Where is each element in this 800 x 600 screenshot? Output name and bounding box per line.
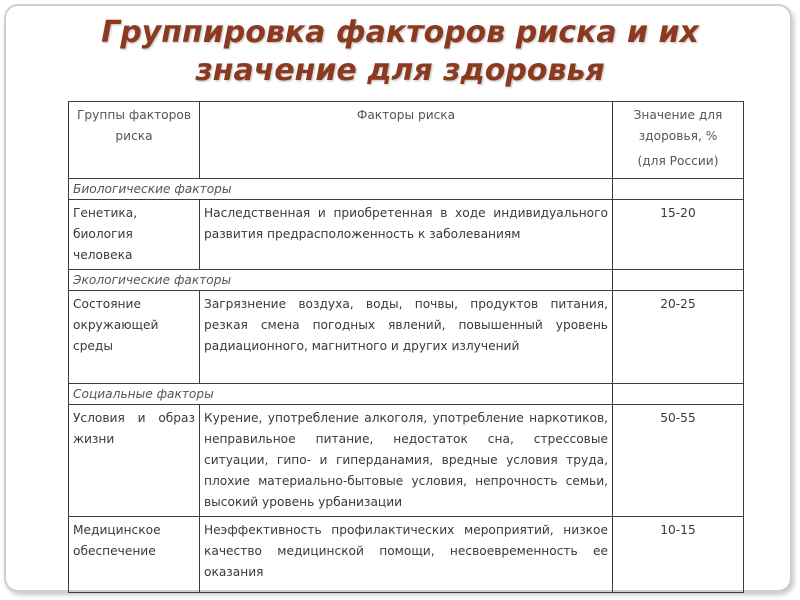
section-row: [69, 270, 744, 291]
factors-cell: Курение, употребление алкоголя, употребление наркотиков, неправильное питание, недостаток сна, стрессовые ситуации, гипо- и гиперданамия, вредные условия труда, плохие материально-бытовые условия, непрочность семьи, высокий уровень урбанизации: [200, 405, 613, 517]
slide-title: [0, 14, 800, 90]
header-value-line-1: Значение для здоровья, %: [633, 108, 723, 143]
header-value-line-2: (для России): [637, 154, 719, 168]
section-empty-cell: [613, 270, 744, 291]
table-row: [69, 405, 744, 517]
value-cell: 15-20: [613, 200, 744, 270]
header-value: [613, 102, 744, 179]
value-cell: 10-15: [613, 517, 744, 593]
title-line-1: Группировка факторов риска и их: [101, 15, 699, 50]
header-groups: Группы факторов риска: [69, 102, 200, 179]
factors-cell: Загрязнение воздуха, воды, почвы, продуктов питания, резкая смена погодных явлений, повышенный уровень радиационного, магнитного и других излучений: [200, 291, 613, 384]
table-row: [69, 200, 744, 270]
section-label: Экологические факторы: [69, 270, 613, 291]
table-header-row: [69, 102, 744, 179]
table-row: [69, 291, 744, 384]
risk-factors-table: [68, 101, 744, 593]
section-empty-cell: [613, 179, 744, 200]
value-cell: 20-25: [613, 291, 744, 384]
section-empty-cell: [613, 384, 744, 405]
group-cell: Медицинское обеспечение: [69, 517, 200, 593]
group-cell: Генетика, биология человека: [69, 200, 200, 270]
header-factors: Факторы риска: [200, 102, 613, 179]
section-row: [69, 384, 744, 405]
group-cell: Состояние окружающей среды: [69, 291, 200, 384]
title-line-2: значение для здоровья: [195, 53, 605, 88]
section-row: [69, 179, 744, 200]
factors-cell: Наследственная и приобретенная в ходе индивидуального развития предрасположенность к заболеваниям: [200, 200, 613, 270]
group-cell: Условия и образ жизни: [69, 405, 200, 517]
section-label: Биологические факторы: [69, 179, 613, 200]
value-cell: 50-55: [613, 405, 744, 517]
section-label: Социальные факторы: [69, 384, 613, 405]
factors-cell: Неэффективность профилактических мероприятий, низкое качество медицинской помощи, несвоевременность ее оказания: [200, 517, 613, 593]
table-row: [69, 517, 744, 593]
